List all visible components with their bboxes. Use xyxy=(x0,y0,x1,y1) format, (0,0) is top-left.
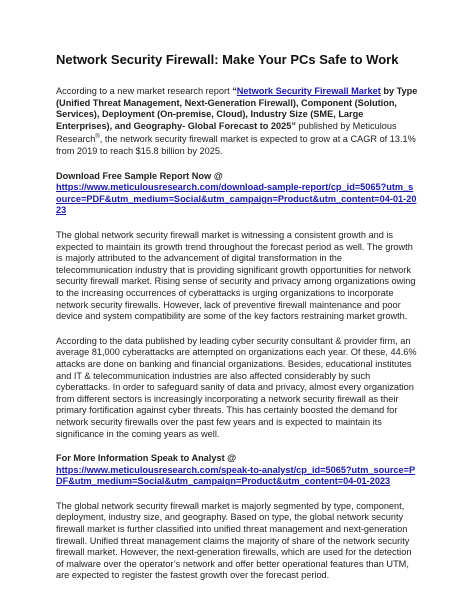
intro-text-3: published by Meticulous Research xyxy=(56,120,397,145)
document-title: Network Security Firewall: Make Your PCs Safe to Work xyxy=(56,52,399,67)
intro-text-4: , the network security firewall market is expected to grow at a CAGR of 13.1% from 2019 to reach $15.8 billion by 2025. xyxy=(56,134,416,157)
download-sample-link[interactable]: https://www.meticulousresearch.com/download-sample-report/cp_id=5065?utm_source=PDF&utm_medium=Social&utm_campaign=Product&utm_content=04-01-2023 xyxy=(56,182,417,216)
segmentation-paragraph: The global network security firewall market is majorly segmented by type, component, deployment, industry size, and geography. Based on type, the global network security firewall market is further classified into unified threat management and next-generation firewall. Unified threat management claims the majority of share of the network security firewall market. However, the next-generation firewalls, which are used for the detection of malware over the operator’s network and offer better operational features than UTM, are expected to register the fastest growth over the forecast period. xyxy=(56,500,412,581)
intro-quote-close: ” xyxy=(291,120,296,131)
download-label: Download Free Sample Report Now @ xyxy=(56,170,223,181)
analyst-label: For More Information Speak to Analyst @ xyxy=(56,453,237,464)
intro-paragraph xyxy=(56,86,418,158)
market-growth-paragraph: The global network security firewall market is witnessing a consistent growth and is expected to maintain its growth trend throughout the forecast period as well. The growth is majorly attributed to the advancement of digital transformation in the telecommunication industry that is providing significant growth opportunities for network security firewall market. Rising sense of security and privacy among organizations owing to the increasing occurrences of cyberattacks is urging organizations to incorporate network security firewalls. However, lack of preventive firewall maintenance and poor device and system compatibility are some of the key factors restraining market growth. xyxy=(56,230,416,322)
speak-to-analyst-link[interactable]: https://www.meticulousresearch.com/speak-to-analyst/cp_id=5065?utm_source=PDF&utm_medium=Social&utm_campaign=Product&utm_content=04-01-2023 xyxy=(56,464,416,487)
cyberattack-data-paragraph: According to the data published by leading cyber security consultant & provider firm, an average 81,000 cyberattacks are attempted on organizations each year. Of these, 44.6% attacks are done on banking and financial organizations. Besides, educational institutes and IT & telecommunication industries are also affected considerably by such cyberattacks. In order to safeguard sanity of data and privacy, almost every organization from different sectors is increasingly incorporating a network security firewall as their primary fortification against cyber threats. This has certainly boosted the demand for network security firewalls over the past few years and is expected to maintain its significance in the coming years as well. xyxy=(56,335,417,439)
analyst-section xyxy=(56,453,418,488)
intro-report-title: by Type (Unified Threat Management, Next-Generation Firewall), Component (Solution, Services), Deployment (On-premise, Cloud), Industry Size (SME, Large Enterprises), and Geography- Global Forecast to 2025 xyxy=(56,86,418,131)
intro-quote-open: “ xyxy=(232,86,237,96)
report-link[interactable]: Network Security Firewall Market xyxy=(236,86,381,96)
document-page xyxy=(56,52,418,595)
download-section xyxy=(56,171,418,217)
intro-text-1: According to a new market research report xyxy=(56,86,233,96)
registered-mark: ® xyxy=(95,134,100,141)
